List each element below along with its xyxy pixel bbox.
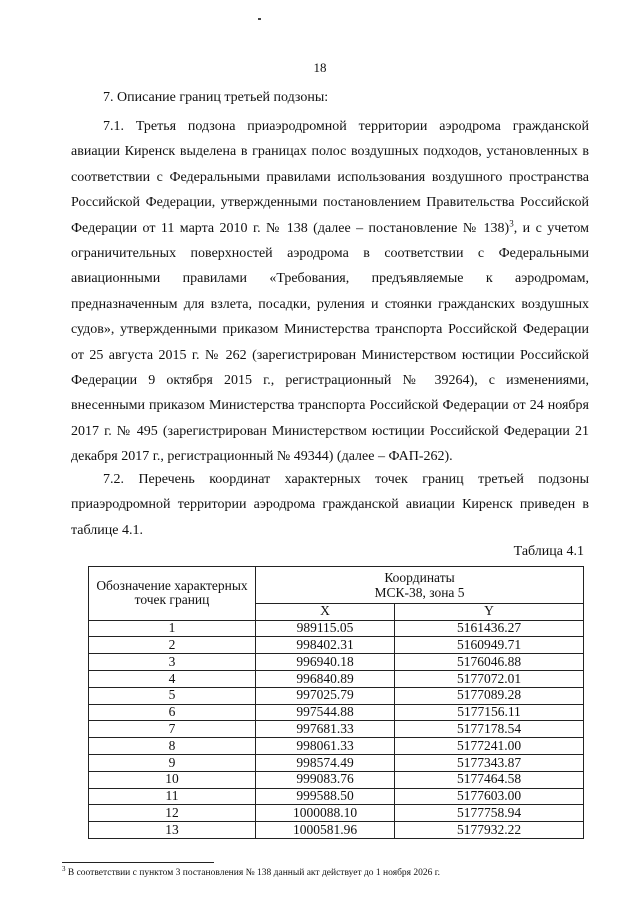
- paragraph-7-1-text: 7.1. Третья подзона приаэродромной территории аэродрома гражданской авиации Киренск выделена в границах полос воздушных подходов, установленных в соответствии с Федеральными правилами использования воздушного пространства Российской Федерации, утвержденными постановлением Правительства Российской Федерации от 11 марта 2010 г. № 138 (далее – постановление № 138): [71, 119, 589, 236]
- point-number: 10: [89, 771, 256, 788]
- table-row: [89, 771, 584, 788]
- column-header-coordinates: [256, 567, 584, 604]
- y-coordinate: 5177089.28: [395, 687, 584, 704]
- x-coordinate: 996940.18: [256, 654, 395, 671]
- y-coordinate: 5177156.11: [395, 704, 584, 721]
- coordinates-header-line2: МСК-38, зона 5: [374, 584, 465, 600]
- point-number: 13: [89, 822, 256, 839]
- x-coordinate: 997681.33: [256, 721, 395, 738]
- y-coordinate: 5177603.00: [395, 788, 584, 805]
- point-number: 4: [89, 671, 256, 688]
- column-header-y: Y: [395, 603, 584, 620]
- table-row: [89, 788, 584, 805]
- coordinates-header-line1: Координаты: [384, 570, 455, 585]
- y-coordinate: 5177343.87: [395, 755, 584, 772]
- y-coordinate: 5177178.54: [395, 721, 584, 738]
- footnote-reference[interactable]: 3: [509, 217, 514, 228]
- y-coordinate: 5161436.27: [395, 620, 584, 637]
- y-coordinate: 5160949.71: [395, 637, 584, 654]
- x-coordinate: 998061.33: [256, 738, 395, 755]
- table-row: [89, 738, 584, 755]
- table-row: [89, 654, 584, 671]
- table-row: [89, 805, 584, 822]
- point-number: 5: [89, 687, 256, 704]
- table-row: [89, 721, 584, 738]
- point-number: 7: [89, 721, 256, 738]
- x-coordinate: 1000581.96: [256, 822, 395, 839]
- page-number: 18: [313, 60, 327, 75]
- x-coordinate: 997025.79: [256, 687, 395, 704]
- table-caption: Таблица 4.1: [513, 544, 584, 559]
- paragraph-7-1-continuation: , и с учетом ограничительных поверхностей аэродрома в соответствии с Федеральными авиационными правилами «Требования, предъявляемые к аэродромам, предназначенным для взлета, посадки, руления и стоянки гражданских воздушных судов», утвержденными приказом Министерства транспорта Российской Федерации от 25 августа 2015 г. № 262 (зарегистрирован Министерством юстиции Российской Федерации 9 октября 2015 г., регистрационный № 39264), с изменениями, внесенными приказом Министерства транспорта Российской Федерации от 24 ноября 2017 г. № 495 (зарегистрирован Министерством юстиции Российской Федерации 21 декабря 2017 г., регистрационный № 49344) (далее – ФАП-262).: [71, 220, 589, 465]
- y-coordinate: 5177241.00: [395, 738, 584, 755]
- y-coordinate: 5177072.01: [395, 671, 584, 688]
- column-header-x: X: [256, 603, 395, 620]
- x-coordinate: 997544.88: [256, 704, 395, 721]
- footnote-marker: 3: [62, 864, 66, 873]
- table-row: [89, 620, 584, 637]
- footnote-divider: [62, 862, 214, 863]
- x-coordinate: 999083.76: [256, 771, 395, 788]
- table-row: [89, 704, 584, 721]
- table-row: [89, 822, 584, 839]
- x-coordinate: 998574.49: [256, 755, 395, 772]
- point-number: 9: [89, 755, 256, 772]
- paragraph-7-2: 7.2. Перечень координат характерных точек границ третьей подзоны приаэродромной территории аэродрома гражданской авиации Киренск приведен в таблице 4.1.: [71, 472, 589, 538]
- y-coordinate: 5177758.94: [395, 805, 584, 822]
- table-row: [89, 755, 584, 772]
- point-number: 3: [89, 654, 256, 671]
- table-row: [89, 687, 584, 704]
- x-coordinate: 989115.05: [256, 620, 395, 637]
- footnote: [62, 864, 440, 878]
- x-coordinate: 996840.89: [256, 671, 395, 688]
- x-coordinate: 998402.31: [256, 637, 395, 654]
- coordinates-table: [88, 566, 584, 839]
- point-number: 1: [89, 620, 256, 637]
- point-number: 2: [89, 637, 256, 654]
- scan-speck: [258, 18, 261, 20]
- x-coordinate: 1000088.10: [256, 805, 395, 822]
- footnote-text: В соответствии с пунктом 3 постановления № 138 данный акт действует до 1 ноября 2026 г.: [65, 868, 440, 878]
- x-coordinate: 999588.50: [256, 788, 395, 805]
- y-coordinate: 5177932.22: [395, 822, 584, 839]
- point-number: 6: [89, 704, 256, 721]
- table-row: [89, 637, 584, 654]
- point-number: 11: [89, 788, 256, 805]
- y-coordinate: 5177464.58: [395, 771, 584, 788]
- column-header-point: Обозначение характерных точек границ: [89, 567, 256, 621]
- table-row: [89, 671, 584, 688]
- section-heading: 7. Описание границ третьей подзоны:: [103, 90, 329, 105]
- y-coordinate: 5176046.88: [395, 654, 584, 671]
- point-number: 8: [89, 738, 256, 755]
- point-number: 12: [89, 805, 256, 822]
- paragraph-7-1: [71, 114, 589, 470]
